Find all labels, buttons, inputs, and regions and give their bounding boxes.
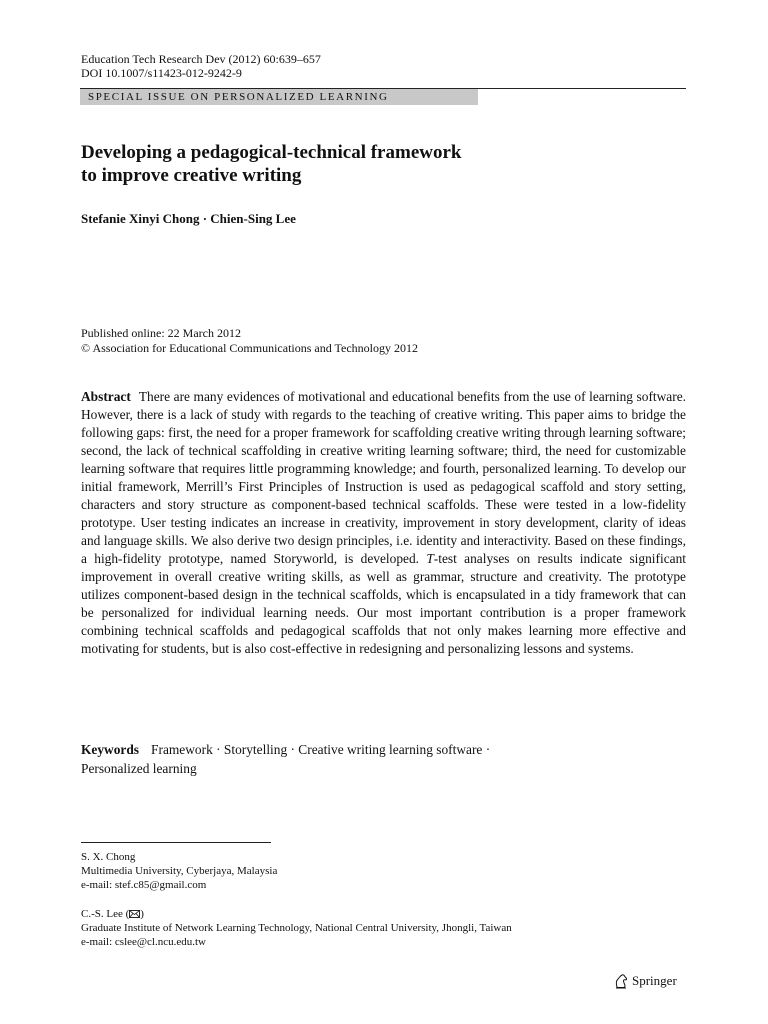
author2-name: C.-S. Lee ( xyxy=(81,908,130,920)
keywords-line-2: Personalized learning xyxy=(81,761,197,776)
envelope-icon xyxy=(129,910,140,918)
authors: Stefanie Xinyi Chong · Chien-Sing Lee xyxy=(81,211,296,226)
abstract xyxy=(81,388,686,658)
keywords xyxy=(81,740,686,778)
copyright: © Association for Educational Communications and Technology 2012 xyxy=(81,341,419,355)
keywords-label: Keywords xyxy=(81,742,140,757)
article-title xyxy=(81,141,681,187)
footnote-divider xyxy=(81,842,271,843)
springer-horse-icon xyxy=(614,973,628,989)
keywords-line-1: Framework · Storytelling · Creative writing learning software · xyxy=(151,742,491,757)
author2-name-line xyxy=(81,907,144,921)
doi: DOI 10.1007/s11423-012-9242-9 xyxy=(81,66,242,80)
title-line-1: Developing a pedagogical-technical framework xyxy=(81,142,462,163)
title-line-2: to improve creative writing xyxy=(81,165,302,186)
springer-name: Springer xyxy=(632,973,677,988)
special-issue-banner xyxy=(80,88,686,105)
abstract-text-part2: -test analyses on results indicate significant improvement in overall creative writing skills, as well as grammar, structure and creativity. The prototype utilizes component-based design in the technical scaffolds, which is encapsulated in a tidy framework that can be personalized for individual learning needs. Our most important contribution is a proper framework combining technical scaffolds and pedagogical scaffolds that not only makes learning more effective and motivating for students, but is also cost-effective in redesigning and personalizing lessons and systems. xyxy=(81,551,686,656)
banner-text: SPECIAL ISSUE ON PERSONALIZED LEARNING xyxy=(88,91,389,103)
author2-affiliation: Graduate Institute of Network Learning Technology, National Central University, Jhongli, Taiwan xyxy=(81,922,512,934)
author1-affiliation: Multimedia University, Cyberjaya, Malaysia xyxy=(81,865,278,877)
author2-email[interactable]: e-mail: cslee@cl.ncu.edu.tw xyxy=(81,936,206,948)
author1-name: S. X. Chong xyxy=(81,851,136,863)
abstract-italic-t: T xyxy=(426,551,434,566)
published-date: Published online: 22 March 2012 xyxy=(81,326,241,340)
springer-logo xyxy=(614,973,677,989)
author2-name-end: ) xyxy=(140,908,144,920)
publication-info xyxy=(81,326,418,356)
abstract-label: Abstract xyxy=(81,389,131,404)
abstract-text-part1: There are many evidences of motivational and educational benefits from the use of learning software. However, there is a lack of study with regards to the teaching of creative writing. This paper aims to bridge the following gaps: first, the need for a proper framework for scaffolding creative writing through learning software; second, the lack of technical scaffolding in creative writing learning software; third, the need for customizable learning software that requires little programming knowledge; and fourth, personalized learning. To develop our initial framework, Merrill’s First Principles of Instruction is used as pedagogical scaffold and story setting, characters and story structure as component-based technical scaffolds. These were tested in a low-fidelity prototype. User testing indicates an increase in creativity, improvement in story development, clarity of ideas and language skills. We also derive two design principles, i.e. identity and interactivity. Based on these findings, a high-fidelity prototype, named Storyworld, is developed. xyxy=(81,389,686,566)
journal-citation: Education Tech Research Dev (2012) 60:639–657 xyxy=(81,52,321,66)
author1-email[interactable]: e-mail: stef.c85@gmail.com xyxy=(81,879,207,891)
